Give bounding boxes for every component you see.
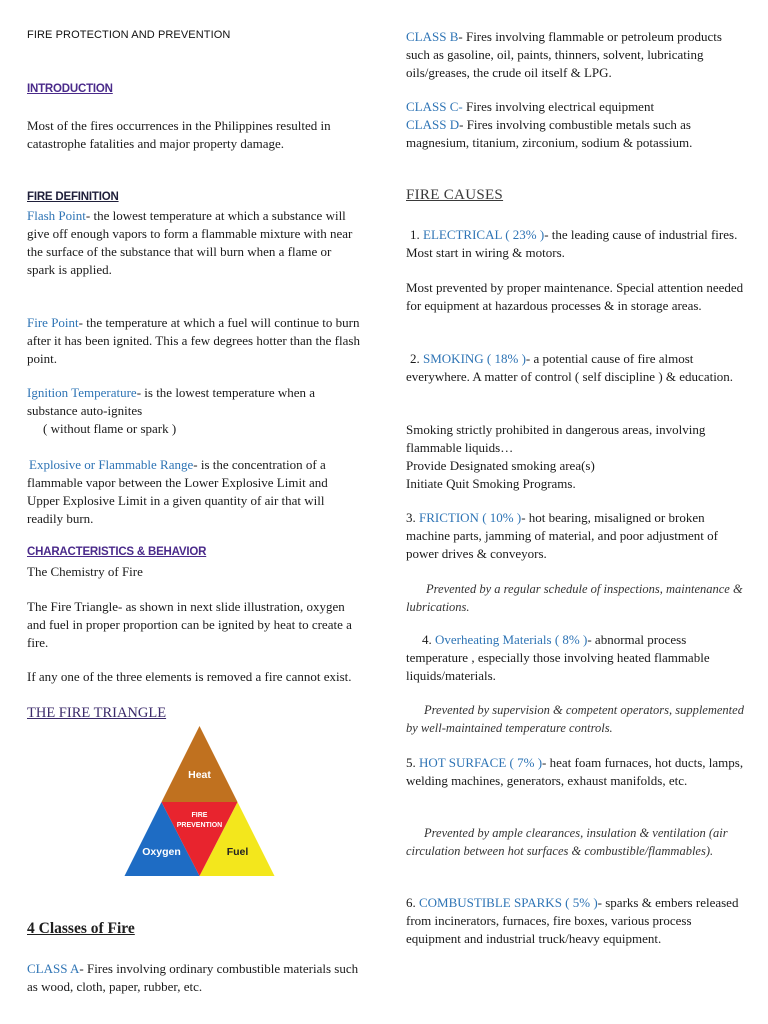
cause-5-term: HOT SURFACE ( 7% )	[419, 755, 543, 770]
cause-overheating	[406, 631, 746, 685]
fire-point-text: - the temperature at which a fuel will continue to burn after it has been ignited. This a few degrees hotter than the flash point.	[27, 315, 360, 366]
class-c-text: Fires involving electrical equipment	[462, 99, 655, 114]
cause-3-text: - hot bearing, misaligned or broken machine parts, jamming of material, and poor adjustment of power drives & conveyors.	[406, 510, 718, 561]
cause-1-term: ELECTRICAL ( 23% )	[423, 227, 545, 242]
introduction-heading: INTRODUCTION	[27, 83, 113, 95]
fire-triangle-heading: THE FIRE TRIANGLE	[27, 705, 167, 721]
cause-1-note: Most prevented by proper maintenance. Special attention needed for equipment at hazardous processes & in storage areas.	[406, 280, 744, 313]
ignition-temperature-term: Ignition Temperature	[27, 385, 137, 400]
fire-point-term: Fire Point	[27, 315, 79, 330]
cause-electrical	[406, 226, 746, 262]
explosive-range-term: Explosive or Flammable Range	[29, 457, 194, 472]
class-a-text: - Fires involving ordinary combustible materials such as wood, cloth, paper, rubber, etc.	[27, 961, 359, 994]
cause-2-note-2: Provide Designated smoking area(s)	[406, 458, 595, 473]
prevention-label: PREVENTION	[176, 822, 223, 829]
cause-2-note-1: Smoking strictly prohibited in dangerous areas, involving flammable liquids…	[406, 422, 706, 455]
cause-1-number: 1.	[410, 227, 420, 242]
cause-4-note-text: Prevented by supervision & competent operators, supplemented by well-maintained temperature controls.	[406, 703, 744, 735]
cause-5-number: 5.	[406, 755, 416, 770]
cause-6-text: - sparks & embers released from incinerators, furnaces, fire boxes, various process equipment and industrial truck/heavy equipment.	[406, 895, 739, 946]
cause-2-note-3: Initiate Quit Smoking Programs.	[406, 476, 576, 491]
class-b-term: CLASS B	[406, 29, 459, 44]
cause-4-note	[406, 701, 746, 737]
class-d-definition	[406, 116, 746, 152]
fuel-label: Fuel	[226, 846, 249, 858]
cause-5-note	[406, 824, 746, 860]
heat-label: Heat	[188, 769, 211, 781]
heat-segment	[162, 726, 238, 802]
class-a-definition	[27, 960, 362, 996]
fire-triangle-text: The Fire Triangle- as shown in next slide illustration, oxygen and fuel in proper proportion can be ignited by heat to create a fire.	[27, 599, 352, 650]
fire-point-definition	[27, 314, 362, 368]
fire-label: FIRE	[191, 812, 208, 819]
cause-3-number: 3.	[406, 510, 416, 525]
ignition-temperature-text: - is the lowest temperature when a substance auto-ignites	[27, 385, 316, 418]
cause-1-text: - the leading cause of industrial fires. Most start in wiring & motors.	[406, 227, 738, 260]
document-title: FIRE PROTECTION AND PREVENTION	[27, 29, 231, 41]
ignition-note: ( without flame or spark )	[43, 421, 177, 436]
cause-2-number: 2.	[410, 351, 420, 366]
class-d-term: CLASS D	[406, 117, 460, 132]
oxygen-label: Oxygen	[142, 846, 181, 858]
introduction-text: Most of the fires occurrences in the Philippines resulted in catastrophe fatalities and major property damage.	[27, 118, 331, 151]
class-a-term: CLASS A	[27, 961, 80, 976]
class-d-text: - Fires involving combustible metals such as magnesium, titanium, zirconium, sodium & potassium.	[406, 117, 693, 150]
class-b-text: - Fires involving flammable or petroleum products such as gasoline, oil, paints, thinners, solvent, lubricating oils/greases, the crude oil itself & LPG.	[406, 29, 722, 80]
cause-4-number: 4.	[422, 632, 432, 647]
cause-6-term: COMBUSTIBLE SPARKS ( 5% )	[419, 895, 598, 910]
cause-2-text: - a potential cause of fire almost everywhere. A matter of control ( self discipline ) & education.	[406, 351, 734, 384]
cause-5-text: - heat foam furnaces, hot ducts, lamps, welding machines, generators, exhaust manifolds, etc.	[406, 755, 744, 788]
ignition-temperature-definition	[27, 384, 362, 420]
explosive-range-definition	[27, 456, 362, 528]
cause-6-number: 6.	[406, 895, 416, 910]
fire-causes-heading: FIRE CAUSES	[406, 187, 504, 203]
cause-4-term: Overheating Materials ( 8% )	[435, 632, 588, 647]
cause-combustible-sparks	[406, 894, 746, 948]
cause-smoking	[406, 350, 746, 386]
cause-2-term: SMOKING ( 18% )	[423, 351, 526, 366]
cause-3-note	[406, 580, 746, 616]
cause-3-term: FRICTION ( 10% )	[419, 510, 522, 525]
flash-point-term: Flash Point	[27, 208, 86, 223]
cause-3-note-text: Prevented by a regular schedule of inspections, maintenance & lubrications.	[406, 582, 743, 614]
flash-point-text: - the lowest temperature at which a substance will give off enough vapors to form a flammable mixture with near the surface of the substance that will burn when a flame or spark is applied.	[27, 208, 353, 277]
class-b-definition	[406, 28, 746, 82]
characteristics-heading: CHARACTERISTICS & BEHAVIOR	[27, 546, 207, 558]
class-c-definition	[406, 98, 746, 116]
cause-5-note-text: Prevented by ample clearances, insulation & ventilation (air circulation between hot surfaces & combustible/flammables).	[406, 826, 728, 858]
cause-friction	[406, 509, 746, 563]
fire-triangle-diagram	[32, 722, 367, 880]
classes-of-fire-heading: 4 Classes of Fire	[27, 920, 135, 937]
cause-hot-surface	[406, 754, 746, 790]
elements-removed-text: If any one of the three elements is removed a fire cannot exist.	[27, 669, 352, 684]
explosive-range-text: - is the concentration of a flammable vapor between the Lower Explosive Limit and Upper Explosive Limit in a given quantity of air that will readily burn.	[27, 457, 328, 526]
class-c-term: CLASS C-	[406, 99, 463, 114]
cause-4-text: - abnormal process temperature , especially those involving heated flammable liquids/materials.	[406, 632, 710, 683]
flash-point-definition	[27, 207, 362, 279]
fire-definition-heading: FIRE DEFINITION	[27, 191, 119, 203]
chemistry-of-fire: The Chemistry of Fire	[27, 564, 143, 579]
